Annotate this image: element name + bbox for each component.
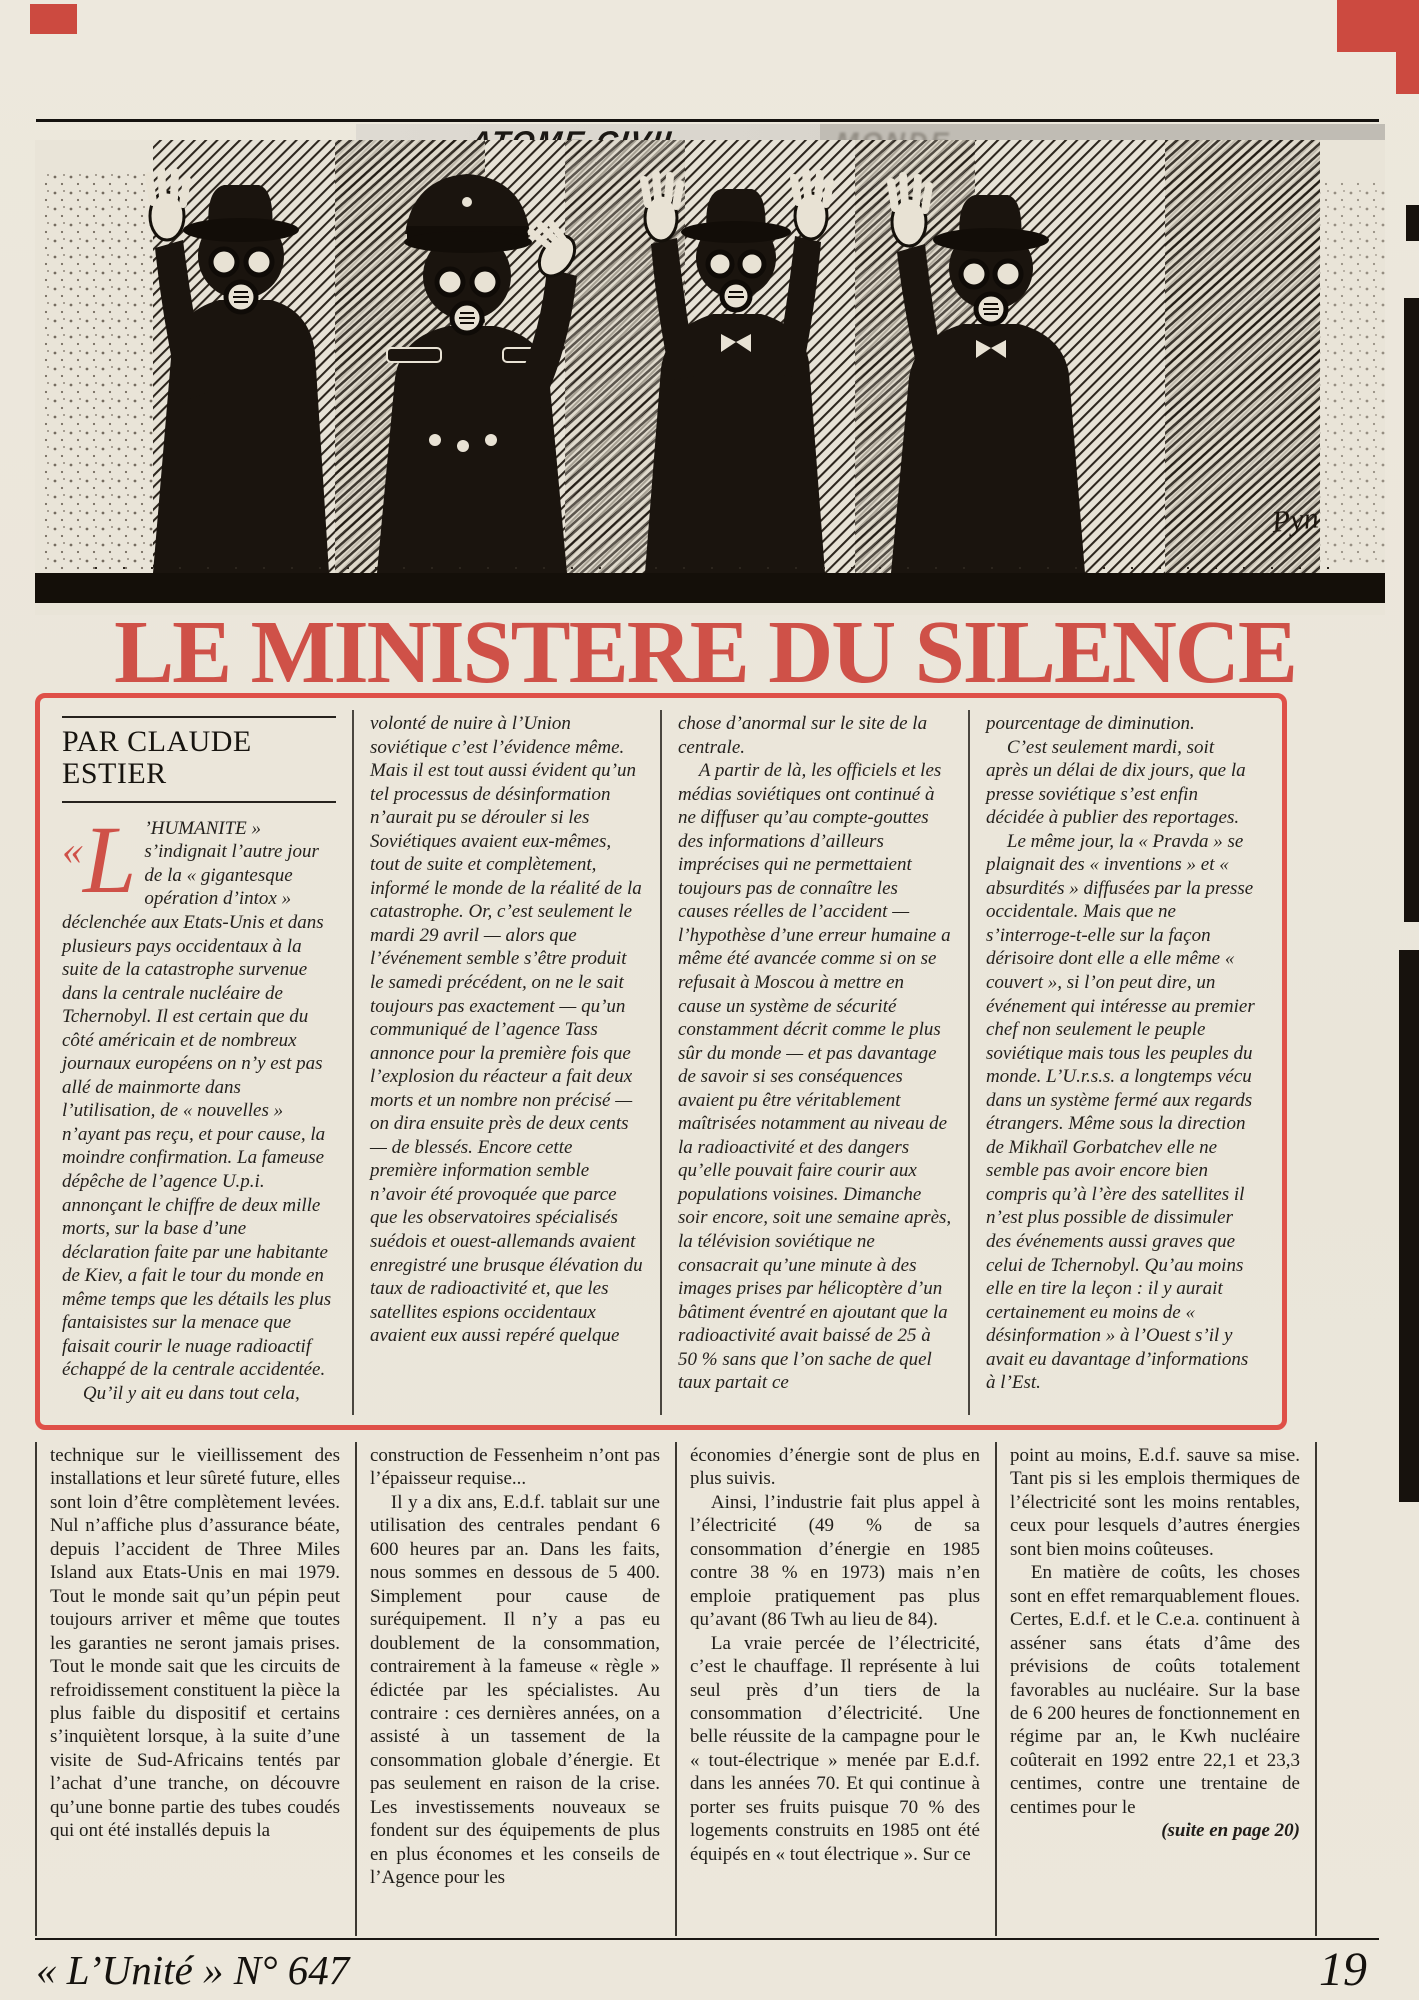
lower-column-1 [35, 1442, 355, 1936]
lower-column-3 [675, 1442, 995, 1936]
red-corner-mark [30, 4, 77, 34]
editorial-cartoon-illustration [35, 140, 1385, 615]
page-edge-strip [1406, 205, 1419, 241]
paragraph: point au moins, E.d.f. sauve sa mise. Tant pis si les emplois thermiques de l’électricité sont les moins rentables, ceux pour lesquels d’autres énergies sont bien moins coûteuses. [1010, 1445, 1300, 1560]
paragraph: technique sur le vieillissement des installations et leur sûreté future, elles sont loin d’être complètement levées. Nul n’affiche plus d’assurance béate, depuis l’accident de Three Miles Island aux Etats-Unis en mai 1979. Tout le monde sait qu’un pépin peut toujours arriver et même que toutes les garanties ne seront jamais prises. Tout le monde sait que les circuits de refroidissement constituent la pièce la plus faible du dispositif et certains s’inquiètent lorsque, à la suite d’une visite de Sud-Africains tentés par l’achat d’une tranche, on découvre qu’une bonne partie des tubes coudés qui ont été installés depuis la [50, 1445, 340, 1842]
paragraph: volonté de nuire à l’Union soviétique c’est l’évidence même. Mais il est tout aussi évident qu’un tel processus de désinformation n’aurait pu se dérouler si les Soviétiques avaient eux-mêmes, tout de suite et complètement, informé le monde de la réalité de la catastrophe. Or, c’est seulement le mardi 29 avril — alors que l’événement semble s’être produit le samedi précédent, on ne le sait toujours pas exactement — qu’un communiqué de l’agence Tass annonce pour la première fois que l’explosion du réacteur a fait deux morts et un nombre non précisé — on dira ensuite près de deux cents — de blessés. Encore cette première information semble n’avoir été provoquée que parce que les observatoires spécialisés suédois et ouest-allemands avaient enregistré une brusque élévation du taux de radioactivité et, que les satellites espions occidentaux avaient eux aussi repéré quelque [370, 713, 643, 1347]
lower-column-2 [355, 1442, 675, 1936]
paragraph: A partir de là, les officiels et les médias soviétiques ont continué à ne diffuser qu’au compte-gouttes des informations d’ailleurs imprécises qui ne permettaient toujours pas de connaître les causes réelles de l’accident — l’hypothèse d’une erreur humaine a même été avancée comme si on se refusait à Moscou à mettre en cause un système de sécurité constamment décrit comme le plus sûr du monde — et pas davantage de savoir si ses conséquences avaient pu être véritablement maîtrisées notamment au niveau de la radioactivité et des dangers qu’elle pouvait faire courir aux populations voisines. Dimanche soir encore, soit une semaine après, la télévision soviétique ne consacrait qu’une minute à des images prises par hélicoptère d’un bâtiment éventré en ajoutant que la radioactivité avait baissé de 25 à 50 % sans que l’on sache de quel taux partait ce [678, 760, 952, 1394]
article-column-1 [46, 710, 352, 1415]
paragraph: pourcentage de diminution. [986, 713, 1195, 734]
paragraph: La vraie percée de l’électricité, c’est le chauffage. Il représente à lui seul près d’un tiers de la consommation d’électricité. Une belle réussite de la campagne pour le « tout-électrique » menée par E.d.f. dans les années 70. Et qui continue à porter ses fruits puisque 70 % des logements construits en 1985 ont été équipés en « tout électrique ». Sur ce [690, 1632, 980, 1865]
paragraph: En matière de coûts, les choses sont en effet remarquablement floues. Certes, E.d.f. et le C.e.a. continuent à asséner sans états d’âme des prévisions de coûts totalement favorables au nucléaire. Sur la base de 6 200 heures de fonctionnement en régime par an, le Kwh nucléaire coûterait en 1992 entre 22,1 et 23,3 centimes, contre une trentaine de centimes pour le [1010, 1562, 1300, 1818]
paragraph: Il y a dix ans, E.d.f. tablait sur une utilisation des centrales pendant 6 600 heures par an. Dans les faits, nous sommes en dessous de 5 400. Simplement pour cause de suréquipement. Il n’y a pas eu doublement de la consommation, contrairement à la fameuse « règle » édictée par les spécialistes. Au contraire : ces dernières années, on a assisté à un tassement de la consommation globale d’énergie. Et pas seulement en raison de la crise. Les investissements nouveaux se fondent sur des équipements de plus en plus économes et les conseils de l’Agence pour les [370, 1491, 660, 1889]
lower-article [35, 1442, 1317, 1936]
paragraph: «L ’HUMANITE » s’indignait l’autre jour de la « gigantesque opération d’intox » déclenchée aux Etats-Unis et dans plusieurs pays occidentaux à la suite de la catastrophe survenue dans la centrale nucléaire de Tchernobyl. Il est certain que du côté américain et de nombreux journaux européens on n’y est pas allé de mainmorte dans l’utilisation, de « nouvelles » n’ayant pas reçu, et pour cause, la moindre confirmation. La fameuse dépêche de l’agence U.p.i. annonçant le chiffre de deux mille morts, sur la base d’une déclaration faite par une habitante de Kiev, a fait le tour du monde en même temps que les détails les plus fantaisistes sur la menace que faisait courir le nuage radioactif échappé de la centrale accidentée. [62, 805, 332, 1381]
gas-mask-officer-figure [377, 174, 582, 573]
page-edge-strip [1399, 950, 1419, 1502]
publication-title: « L’Unité » N° 647 [36, 1947, 350, 1993]
byline: PAR CLAUDE ESTIER [62, 716, 336, 803]
page-edge-strip [1404, 298, 1419, 922]
paragraph: construction de Fessenheim n’ont pas l’épaisseur requise... [370, 1445, 660, 1490]
article-column-3 [660, 710, 968, 1415]
gas-mask-figure [644, 172, 830, 573]
drop-cap: «L [62, 805, 137, 913]
continuation-note: (suite en page 20) [1161, 1820, 1300, 1842]
article-column-2 [352, 710, 660, 1415]
cartoon-signature: Pyn [1270, 501, 1321, 539]
paragraph: chose d’anormal sur le site de la centrale. [678, 713, 928, 758]
paragraph: Le même jour, la « Pravda » se plaignait des « inventions » et « absurdités » diffusées par la presse occidentale. Mais que ne s’interroge-t-elle sur la façon dérisoire dont elle a elle même « couvert », si l’on peut dire, un événement qui intéresse au premier chef non seulement le peuple soviétique mais tous les peuples du monde. L’U.r.s.s. a longtemps vécu dans un système fermé aux regards étrangers. Même sous la direction de Mikhaïl Gorbatchev elle ne semble pas avoir encore bien compris qu’à l’ère des satellites il n’est plus possible de dissimuler des événements aussi graves que celui de Tchernobyl. Qu’au moins elle en tire la leçon : il y aurait certainement eu moins de « désinformation » à l’Ouest s’il y avait eu davantage d’informations à l’Est. [986, 830, 1255, 1394]
lower-column-4 [995, 1442, 1315, 1936]
paragraph: Qu’il y ait eu dans tout cela, [82, 1382, 300, 1404]
paragraph: économies d’énergie sont de plus en plus suivis. [690, 1445, 980, 1490]
article-column-4 [968, 710, 1276, 1415]
paragraph: Ainsi, l’industrie fait plus appel à l’électricité (49 % de sa consommation d’énergie en 1985 contre 38 % en 1973) mais n’en emploie pratiquement pas plus qu’avant (86 Twh au lieu de 84). [690, 1491, 980, 1631]
red-corner-mark [1337, 0, 1419, 52]
paragraph: C’est seulement mardi, soit après un délai de dix jours, que la presse soviétique s’est enfin décidée à publier des reportages. [986, 736, 1246, 829]
footer-rule [35, 1938, 1379, 1940]
red-corner-mark [1396, 52, 1419, 94]
header-rule [36, 119, 1379, 122]
page-number: 19 [1319, 1943, 1367, 1996]
framed-article [35, 693, 1287, 1430]
page-title: LE MINISTERE DU SILENCE [114, 603, 1296, 702]
